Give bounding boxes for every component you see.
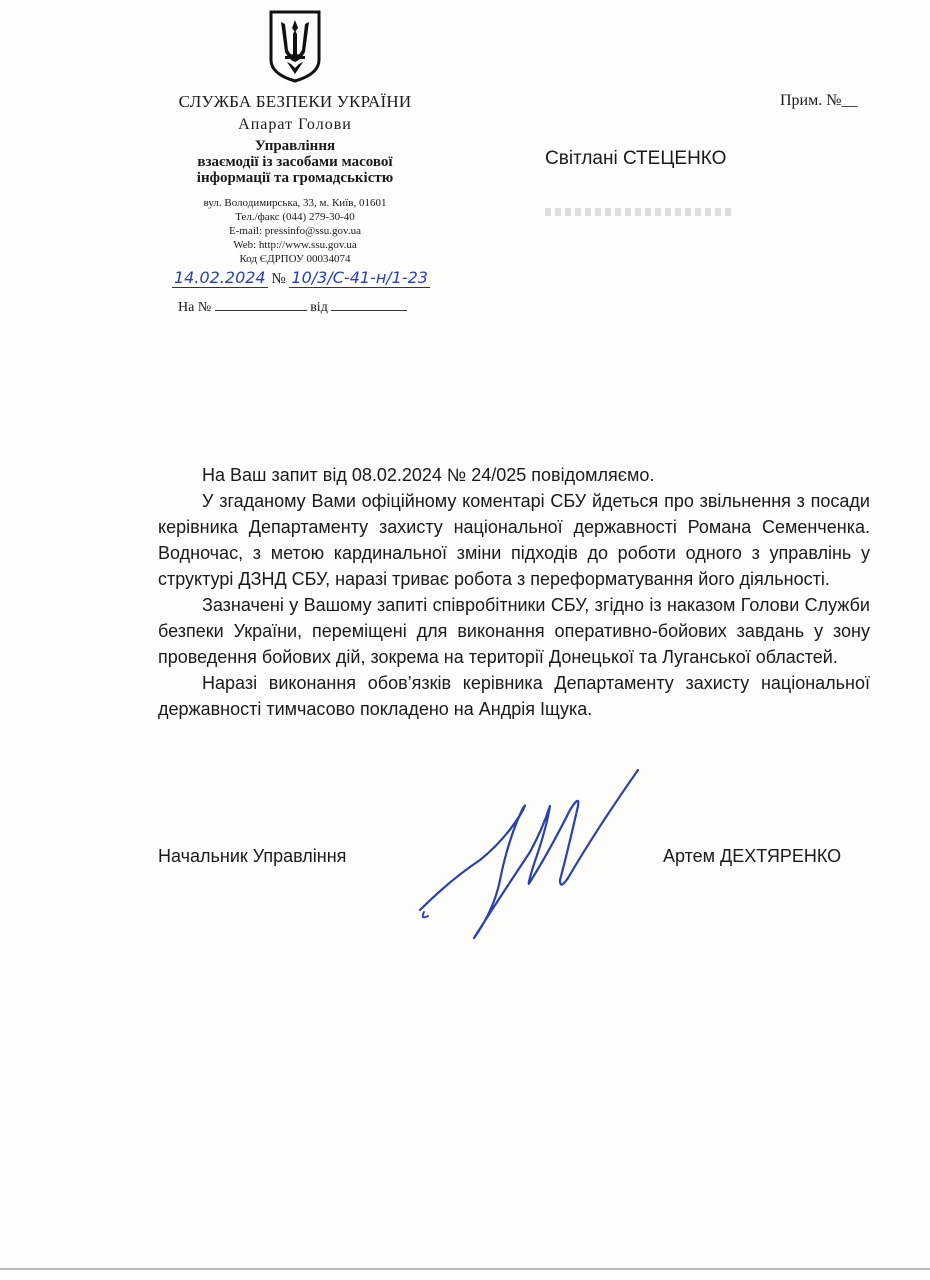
website: Web: http://www.ssu.gov.ua [233,239,357,251]
department-line-2: взаємодії із засобами масової [197,154,393,170]
registration-number: 10/3/С-41-н/1-23 [291,268,428,287]
department-line-1: Управління [254,138,336,154]
reference-date-label: від [310,300,328,315]
paragraph-3: Зазначені у Вашому запиті співробітники СБУ, згідно із наказом Голови Служби безпеки України, переміщені для виконання оперативно-бойових завдань у зону проведення бойових дій, зокрема на території Донецької та Луганської областей. [158,595,870,667]
department-name [150,138,440,186]
copy-number: Прим. №__ [780,92,858,109]
registration-line [172,268,430,288]
scan-edge [0,1268,930,1270]
letter-body [158,462,870,722]
redacted-address [545,208,735,216]
org-name: СЛУЖБА БЕЗПЕКИ УКРАЇНИ [178,92,412,111]
reference-no-blank [215,296,307,311]
email: E-mail: pressinfo@ssu.gov.ua [229,225,361,237]
org-code: Код ЄДРПОУ 00034074 [239,253,351,265]
address: вул. Володимирська, 33, м. Київ, 01601 [203,197,387,209]
reference-no-label: На № [178,300,212,315]
phone: Тел./факс (044) 279-30-40 [235,211,355,223]
org-subdivision: Апарат Голови [238,116,352,133]
registration-date: 14.02.2024 [174,268,266,287]
paragraph-1: На Ваш запит від 08.02.2024 № 24/025 повідомляємо. [202,465,655,485]
department-line-3: інформації та громадськістю [196,170,394,186]
paragraph-2: У згаданому Вами офіційному коментарі СБУ йдеться про звільнення з посади керівника Департаменту захисту національної державності Романа Семенченка. Водночас, з метою кардинальної зміни підходів до роботи одного з управлінь у структурі ДЗНД СБУ, наразі триває робота з переформатування його діяльності. [158,491,870,589]
contact-block [150,196,440,266]
letterhead [150,8,440,266]
addressee: Світлані СТЕЦЕНКО [545,148,727,169]
paragraph-4: Наразі виконання обов’язків керівника Департаменту захисту національної державності тимчасово покладено на Андрія Іщука. [158,673,870,719]
signatory-name: Артем ДЕХТЯРЕНКО [663,846,842,866]
reference-date-blank [331,296,407,311]
registration-no-label: № [271,271,286,287]
handwritten-signature-icon [410,760,660,970]
trident-emblem-icon [267,8,323,84]
reference-line [178,296,407,316]
signatory-position: Начальник Управління [158,846,347,866]
